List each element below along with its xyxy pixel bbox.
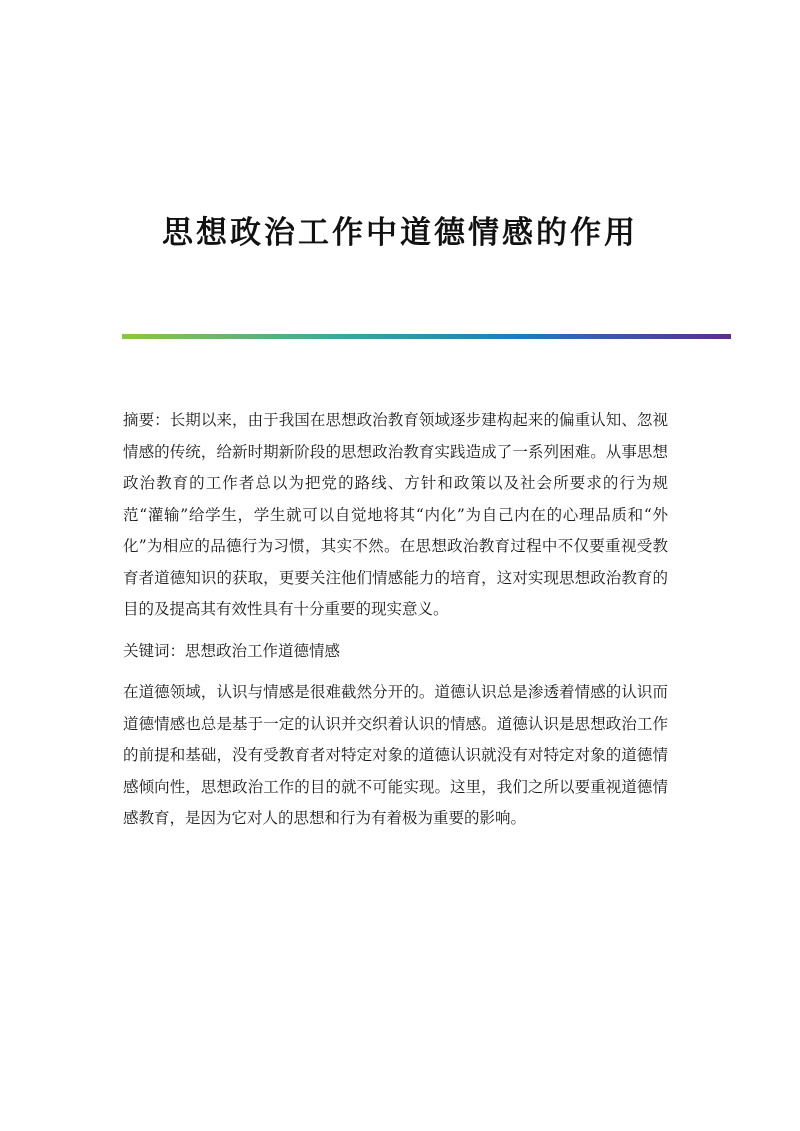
abstract-label: 摘要： bbox=[123, 411, 170, 429]
gradient-divider bbox=[122, 334, 731, 339]
keywords-text: 思想政治工作道德情感 bbox=[185, 641, 341, 660]
body-paragraph: 在道德领域，认识与情感是很难截然分开的。道德认识总是渗透着情感的认识而道德情感也总是基于一定的认识并交织着认识的情感。道德认识是思想政治工作的前提和基础，没有受教育者对特定对象的道德认识就没有对特定对象的道德情感倾向性，思想政治工作的目的就不可能实现。这里，我们之所以要重视道德情感教育，是因为它对人的思想和行为有着极为重要的影响。 bbox=[123, 683, 668, 827]
document-body bbox=[123, 405, 668, 845]
document-title: 思想政治工作中道德情感的作用 bbox=[162, 214, 638, 251]
keywords-paragraph bbox=[123, 636, 668, 668]
abstract-paragraph bbox=[123, 405, 668, 626]
keywords-label: 关键词： bbox=[123, 641, 186, 660]
abstract-text: 长期以来，由于我国在思想政治教育领域逐步建构起来的偏重认知、忽视情感的传统，给新时期新阶段的思想政治教育实践造成了一系列困难。从事思想政治教育的工作者总以为把党的路线、方针和政策以及社会所要求的行为规范“灌输”给学生，学生就可以自觉地将其“内化”为自己内在的心理品质和“外化”为相应的品德行为习惯，其实不然。在思想政治教育过程中不仅要重视受教育者道德知识的获取，更要关注他们情感能力的培育，这对实现思想政治教育的目的及提高其有效性具有十分重要的现实意义。 bbox=[123, 411, 668, 618]
